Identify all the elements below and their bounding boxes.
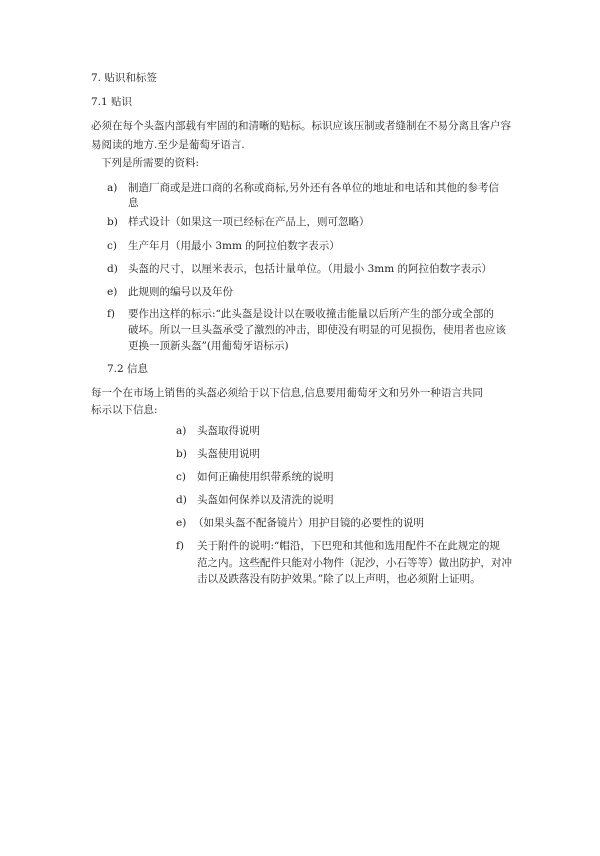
list-item-text: 头盔如何保养以及清洗的说明 (197, 494, 334, 506)
list-item-marker: e) (107, 286, 118, 298)
list-item-text: 头盔取得说明 (197, 425, 260, 437)
section-7-heading: 7. 贴识和标签 (91, 72, 157, 84)
list-item-text: 头盔的尺寸，以厘米表示，包括计量单位。（用最小 3mm 的阿拉伯数字表示） (128, 263, 493, 275)
list-item-marker: d) (176, 494, 187, 506)
section-7-1-heading: 7.1 贴识 (91, 96, 133, 108)
section-7-1-intro-line2: 易阅读的地方.至少是葡萄牙语言. (91, 139, 245, 151)
list-item-marker: a) (176, 425, 187, 437)
section-7-2-heading: 7.2 信息 (107, 363, 149, 375)
list-item-text: 生产年月（用最小 3mm 的阿拉伯数字表示） (128, 240, 340, 252)
list-item-text: 更换一顶新头盔”(用葡萄牙语标示) (128, 340, 289, 352)
list-item-marker: f) (107, 308, 115, 320)
list-item-text: （如果头盔不配备镜片）用护目镜的必要性的说明 (193, 517, 424, 529)
list-item-text: 头盔使用说明 (197, 448, 260, 460)
section-7-1-intro-line1: 必须在每个头盔内部载有牢固的和清晰的贴标。标识应该压制或者缝制在不易分离且客户容 (91, 120, 511, 132)
list-item-text: 如何正确使用织带系统的说明 (197, 471, 334, 483)
list-item-marker: c) (107, 240, 117, 252)
list-item-marker: e) (176, 517, 187, 529)
section-7-2-intro-line1: 每一个在市场上销售的头盔必须给于以下信息,信息要用葡萄牙文和另外一种语言共同 (91, 387, 483, 399)
list-item-text: 关于附件的说明:“帽沿，下巴兜和其他和选用配件不在此规定的规 (197, 540, 500, 552)
list-item-text: 制造厂商或是进口商的名称或商标,另外还有各单位的地址和电话和其他的参考信 (128, 182, 499, 194)
list-item-text: 息 (128, 197, 139, 209)
section-7-1-list-lead: 下列是所需要的资料: (101, 157, 200, 169)
section-7-2-intro-line2: 标示以下信息: (91, 404, 158, 416)
list-item-text: 样式设计（如果这一项已经标在产品上，则可忽略） (128, 216, 370, 228)
list-item-marker: b) (176, 448, 187, 460)
list-item-marker: f) (176, 540, 184, 552)
list-item-text: 范之内。这些配件只能对小物件（泥沙，小石等等）做出防护，对冲 (197, 557, 512, 569)
list-item-text: 击以及跌落没有防护效果。”除了以上声明，也必须附上证明。 (197, 573, 481, 585)
list-item-text: 此规则的编号以及年份 (128, 286, 233, 298)
list-item-text: 要作出这样的标示:“此头盔是设计以在吸收撞击能量以后所产生的部分或全部的 (128, 308, 494, 320)
list-item-marker: b) (107, 216, 118, 228)
list-item-marker: c) (176, 471, 186, 483)
list-item-marker: d) (107, 263, 118, 275)
list-item-marker: a) (107, 182, 118, 194)
list-item-text: 破坏。所以一旦头盔承受了激烈的冲击，即使没有明显的可见损伤，使用者也应该 (128, 324, 506, 336)
